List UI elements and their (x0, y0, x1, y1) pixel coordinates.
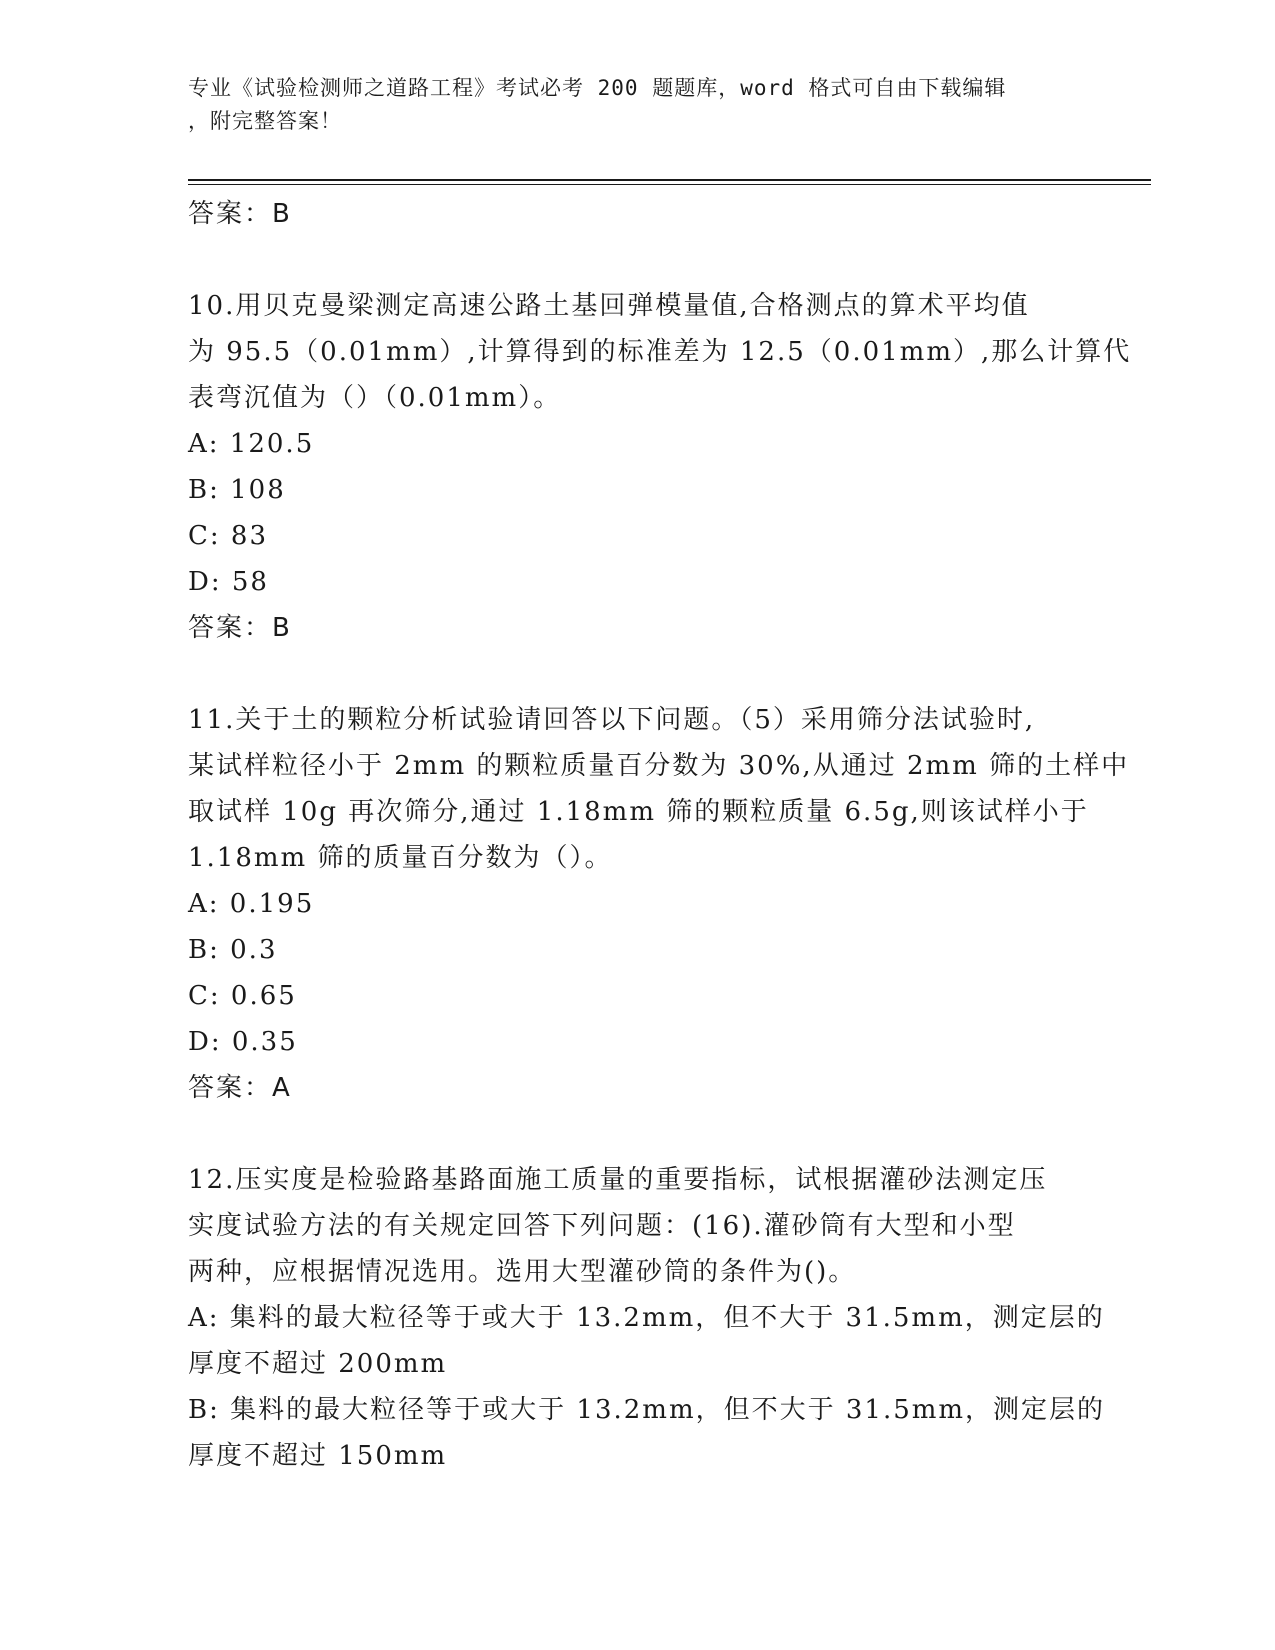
question-text-line: 实度试验方法的有关规定回答下列问题：(16).灌砂筒有大型和小型 (188, 1211, 1016, 1241)
header-rule-thin (188, 184, 1151, 185)
option-b: B: 108 (188, 475, 286, 505)
option-a-continued: 厚度不超过 200mm (188, 1349, 448, 1379)
question-text-line: 两种，应根据情况选用。选用大型灌砂筒的条件为()。 (188, 1257, 857, 1287)
option-b-continued: 厚度不超过 150mm (188, 1441, 448, 1471)
option-b: B: 集料的最大粒径等于或大于 13.2mm，但不大于 31.5mm，测定层的 (188, 1395, 1106, 1425)
option-d: D: 0.35 (188, 1027, 298, 1057)
answer: 答案：B (188, 613, 292, 643)
option-b: B: 0.3 (188, 935, 278, 965)
question-text-line: 11.关于土的颗粒分析试验请回答以下问题。（5）采用筛分法试验时, (188, 705, 1036, 735)
header-line-1: 专业《试验检测师之道路工程》考试必考 200 题题库，word 格式可自由下载编辑 (188, 76, 1007, 100)
option-c: C: 83 (188, 521, 269, 551)
question-text-line: 表弯沉值为（）（0.01mm）。 (188, 383, 562, 413)
question-12 (188, 1157, 1106, 1479)
option-a: A: 集料的最大粒径等于或大于 13.2mm，但不大于 31.5mm，测定层的 (188, 1303, 1105, 1333)
option-c: C: 0.65 (188, 981, 297, 1011)
option-a: A: 120.5 (188, 429, 315, 459)
question-text-line: 取试样 10g 再次筛分,通过 1.18mm 筛的颗粒质量 6.5g,则该试样小于 (188, 797, 1089, 827)
question-text-line: 某试样粒径小于 2mm 的颗粒质量百分数为 30%,从通过 2mm 筛的土样中 (188, 751, 1130, 781)
question-10 (188, 283, 1132, 651)
question-text-line: 1.18mm 筛的质量百分数为（）。 (188, 843, 613, 873)
answer-previous: 答案：B (188, 199, 292, 229)
document-body (188, 191, 1132, 1479)
header-rule-thick (188, 179, 1151, 181)
question-text-line: 为 95.5（0.01mm）,计算得到的标准差为 12.5（0.01mm）,那么计算代 (188, 337, 1132, 367)
header-line-2: ，附完整答案！ (188, 109, 342, 133)
question-text-line: 10.用贝克曼梁测定高速公路土基回弹模量值,合格测点的算术平均值 (188, 291, 1030, 321)
answer: 答案：A (188, 1073, 292, 1103)
option-d: D: 58 (188, 567, 269, 597)
question-11 (188, 697, 1130, 1111)
option-a: A: 0.195 (188, 889, 315, 919)
question-text-line: 12.压实度是检验路基路面施工质量的重要指标，试根据灌砂法测定压 (188, 1165, 1048, 1195)
document-header (188, 72, 1088, 138)
